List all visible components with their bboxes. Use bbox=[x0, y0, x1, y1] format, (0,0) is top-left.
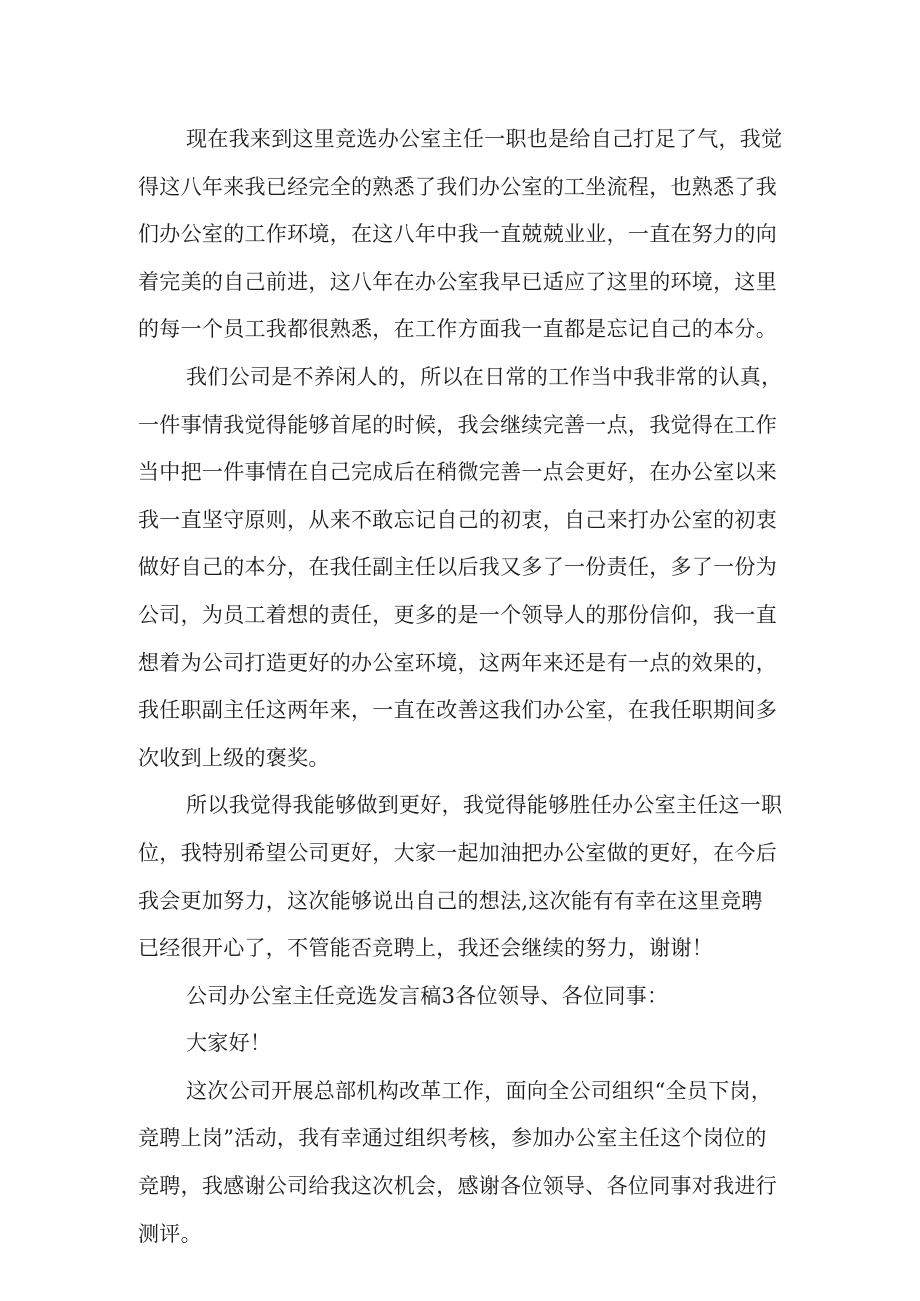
text-line: 已经很开心了，不管能否竞聘上，我还会继续的努力，谢谢！ bbox=[138, 936, 714, 961]
text-line: 所以我觉得我能够做到更好，我觉得能够胜任办公室主任这一职 bbox=[186, 793, 783, 818]
text-line: 我会更加努力，这次能够说出自己的想法,这次能有有幸在这里竞聘 bbox=[138, 888, 763, 913]
text-line: 公司办公室主任竞选发言稿3各位领导、各位同事： bbox=[186, 983, 669, 1008]
text-line: 现在我来到这里竞选办公室主任一职也是给自己打足了气，我觉 bbox=[186, 127, 783, 151]
text-line: 们办公室的工作环境，在这八年中我一直兢兢业业，一直在努力的向 bbox=[138, 222, 777, 247]
text-line: 位，我特别希望公司更好，大家一起加油把办公室做的更好，在今后 bbox=[138, 840, 777, 865]
text-line: 公司，为员工着想的责任，更多的是一个领导人的那份信仰，我一直 bbox=[138, 602, 777, 627]
text-line: 竞聘，我感谢公司给我这次机会，感谢各位领导、各位同事对我进行 bbox=[138, 1174, 777, 1199]
document-body bbox=[138, 116, 798, 1258]
text-line: 想着为公司打造更好的办公室环境，这两年来还是有一点的效果的， bbox=[138, 650, 777, 675]
text-line: 当中把一件事情在自己完成后在稍微完善一点会更好，在办公室以来 bbox=[138, 460, 777, 485]
text-line: 次收到上级的褒奖。 bbox=[138, 745, 330, 770]
text-line: 这次公司开展总部机构改革工作，面向全公司组织“全员下岗， bbox=[186, 1078, 773, 1103]
text-line: 我一直坚守原则，从来不敢忘记自己的初衷，自己来打办公室的初衷 bbox=[138, 507, 777, 532]
text-line: 竞聘上岗”活动，我有幸通过组织考核，参加办公室主任这个岗位的 bbox=[138, 1126, 767, 1151]
text-line: 着完美的自己前进，这八年在办公室我早已适应了这里的环境，这里 bbox=[138, 269, 777, 294]
text-line: 我任职副主任这两年来，一直在改善这我们办公室，在我任职期间多 bbox=[138, 698, 777, 723]
text-line: 一件事情我觉得能够首尾的时候，我会继续完善一点，我觉得在工作 bbox=[138, 412, 777, 437]
text-line: 的每一个员工我都很熟悉，在工作方面我一直都是忘记自己的本分。 bbox=[138, 317, 777, 342]
text-line: 测评。 bbox=[138, 1221, 202, 1246]
text-line: 大家好！ bbox=[186, 1031, 272, 1056]
text-line: 得这八年来我已经完全的熟悉了我们办公室的工坐流程，也熟悉了我 bbox=[138, 174, 777, 199]
text-line: 做好自己的本分，在我任副主任以后我又多了一份责任，多了一份为 bbox=[138, 555, 777, 580]
text-line: 我们公司是不养闲人的，所以在日常的工作当中我非常的认真， bbox=[186, 364, 783, 389]
